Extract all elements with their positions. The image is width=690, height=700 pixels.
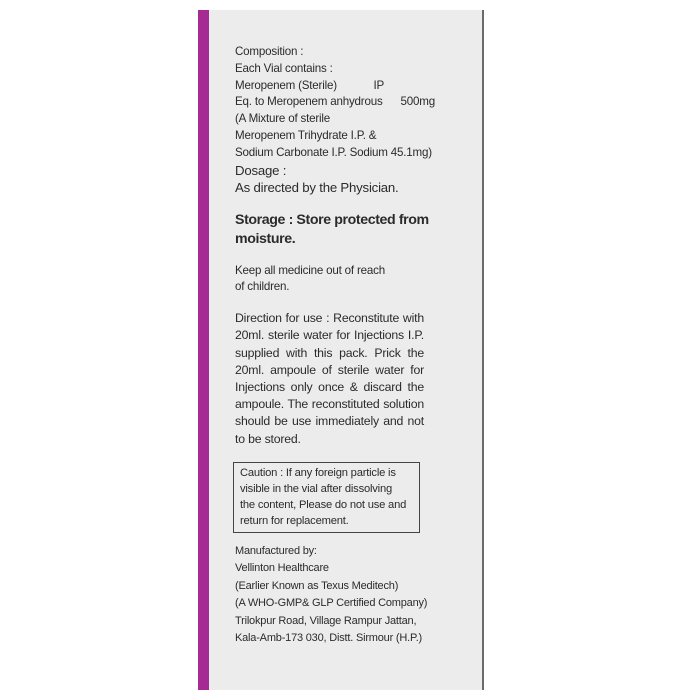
strength: 500mg [400, 95, 435, 109]
equivalent-text: Eq. to Meropenem anhydrous [235, 95, 383, 109]
keep-line-2: of children. [235, 280, 290, 294]
label-panel [198, 10, 484, 690]
accent-stripe [198, 10, 209, 690]
manufacturer-address-1: Trilokpur Road, Village Rampur Jattan, [235, 614, 417, 627]
manufacturer-name: Vellinton Healthcare [235, 562, 329, 575]
direction-for-use: Direction for use : Reconstitute with 20ml. sterile water for Injections I.P. supplied with this pack. Prick the 20ml. ampoule of sterile water for Injections only once & discard the ampoule. The reconstituted solution should be use immediately and not to be stored. [235, 311, 424, 446]
storage-line-1: Storage : Store protected from [235, 211, 429, 228]
drug-row [235, 78, 384, 95]
caution-line-3: the content, Please do not use and [240, 498, 407, 511]
drug-name: Meropenem (Sterile) [235, 78, 337, 92]
storage-warning [235, 211, 475, 249]
manufacturer-certification: (A WHO-GMP& GLP Certified Company) [235, 597, 428, 610]
drug-standard: IP [373, 78, 384, 92]
composition-heading: Composition : [235, 45, 304, 58]
dosage-text: As directed by the Physician. [235, 179, 399, 195]
manufacturer-section [235, 543, 475, 648]
mixture-line-1: (A Mixture of sterile [235, 112, 331, 126]
composition-section [235, 44, 475, 162]
caution-line-4: return for replacement. [240, 514, 349, 527]
caution-box [233, 462, 420, 533]
mixture-line-3: Sodium Carbonate I.P. Sodium 45.1mg) [235, 145, 432, 159]
manufacturer-heading: Manufactured by: [235, 544, 317, 557]
caution-line-2: visible in the vial after dissolving [240, 482, 392, 495]
keep-out-of-reach [235, 263, 475, 297]
each-vial-contains: Each Vial contains : [235, 61, 333, 75]
equivalent-row [235, 94, 435, 111]
dosage-heading: Dosage : [235, 162, 287, 178]
manufacturer-former-name: (Earlier Known as Texus Meditech) [235, 579, 399, 592]
mixture-line-2: Meropenem Trihydrate I.P. & [235, 128, 377, 142]
manufacturer-address-2: Kala-Amb-173 030, Distt. Sirmour (H.P.) [235, 632, 423, 645]
dosage-section [235, 162, 475, 196]
storage-line-2: moisture. [235, 230, 296, 247]
keep-line-1: Keep all medicine out of reach [235, 263, 385, 277]
caution-line-1: Caution : If any foreign particle is [240, 466, 396, 479]
label-text-block [235, 44, 475, 648]
